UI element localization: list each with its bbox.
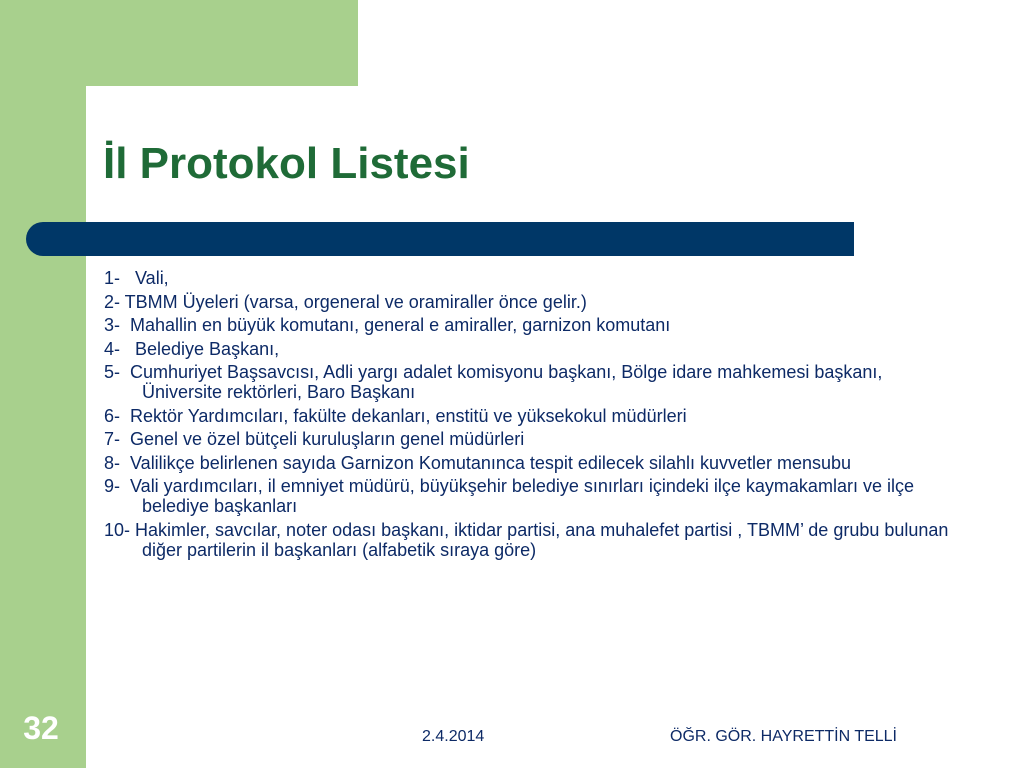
list-item: 9- Vali yardımcıları, il emniyet müdürü, büyükşehir belediye sınırları içindeki ilçe kaymakamları ve ilçe belediye başkanları — [104, 476, 919, 516]
slide-title: İl Protokol Listesi — [103, 139, 470, 188]
list-item: 6- Rektör Yardımcıları, fakülte dekanları, enstitü ve yüksekokul müdürleri — [104, 405, 687, 426]
list-item: 5- Cumhuriyet Başsavcısı, Adli yargı adalet komisyonu başkanı, Bölge idare mahkemesi başkanı, Üniversite rektörleri, Baro Başkanı — [104, 362, 888, 402]
protocol-list — [104, 268, 964, 563]
top-green-band — [0, 0, 358, 86]
list-item: 10- Hakimler, savcılar, noter odası başkanı, iktidar partisi, ana muhalefet partisi , TBMM’ de grubu bulunan diğer partilerin il başkanları (alfabetik sıraya göre) — [104, 519, 954, 560]
list-item: 7- Genel ve özel bütçeli kuruluşların genel müdürleri — [104, 429, 525, 449]
title-underline-bar — [26, 222, 854, 256]
list-item: 4- Belediye Başkanı, — [104, 338, 280, 359]
slide-number: 32 — [23, 710, 59, 746]
left-green-band — [0, 0, 86, 768]
footer-date: 2.4.2014 — [422, 728, 485, 745]
list-item: 8- Valilikçe belirlenen sayıda Garnizon Komutanınca tespit edilecek silahlı kuvvetler mensubu — [104, 452, 852, 473]
footer-author: ÖĞR. GÖR. HAYRETTİN TELLİ — [670, 728, 897, 745]
list-item: 3- Mahallin en büyük komutanı, general e amiraller, garnizon komutanı — [104, 315, 671, 335]
list-item: 1- Vali, — [104, 268, 169, 288]
list-item: 2- TBMM Üyeleri (varsa, orgeneral ve oramiraller önce gelir.) — [104, 291, 587, 312]
